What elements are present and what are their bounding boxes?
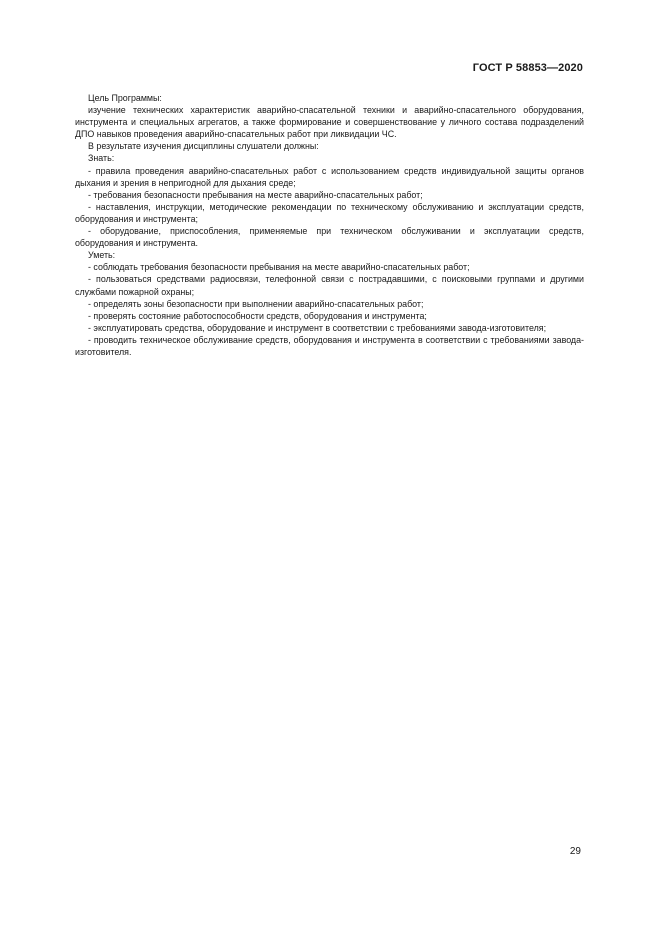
list-item-able-3: - определять зоны безопасности при выполнении аварийно-спасательных работ; [88, 298, 424, 309]
list-item-able-4: - проверять состояние работоспособности средств, оборудования и инструмента; [88, 310, 427, 321]
list-item-able-2: - пользоваться средствами радиосвязи, телефонной связи с пострадавшими, с поисковыми группами и другими службами пожарной охраны; [75, 274, 584, 297]
paragraph-know-label: Знать: [88, 153, 115, 164]
list-item-know-2: - требования безопасности пребывания на месте аварийно-спасательных работ; [88, 189, 423, 200]
list-item-know-1: - правила проведения аварийно-спасательных работ с использованием средств индивидуальной защиты органов дыхания и зрения в непригодной для дыхания среде; [75, 165, 584, 188]
list-item-able-5: - эксплуатировать средства, оборудование и инструмент в соответствии с требованиями завода-изготовителя; [88, 322, 547, 333]
list-item-know-4: - оборудование, приспособления, применяемые при техническом обслуживании и эксплуатации средств, оборудования и инструмента. [75, 226, 584, 249]
paragraph-learning-results: В результате изучения дисциплины слушатели должны: [88, 141, 319, 152]
paragraph-able-label: Уметь: [88, 250, 116, 261]
document-code: ГОСТ Р 58853—2020 [472, 62, 583, 74]
document-body [75, 92, 584, 358]
paragraph-program-goal-label: Цель Программы: [88, 93, 162, 103]
list-item-able-6: - проводить техническое обслуживание средств, оборудования и инструмента в соответствии с требованиями завода-изготовителя. [75, 334, 584, 357]
paragraph-program-goal-text: изучение технических характеристик аварийно-спасательной техники и аварийно-спасательного оборудования, инструмента и специальных агрегатов, а также формирование и совершенствование у личного состава подразделений ДПО навыков проведения аварийно-спасательных работ при ликвидации ЧС. [75, 105, 584, 140]
list-item-know-3: - наставления, инструкции, методические рекомендации по техническому обслуживанию и эксплуатации средств, оборудования и инструмента; [75, 201, 584, 224]
list-item-able-1: - соблюдать требования безопасности пребывания на месте аварийно-спасательных работ; [88, 262, 470, 273]
page-number: 29 [569, 846, 581, 857]
